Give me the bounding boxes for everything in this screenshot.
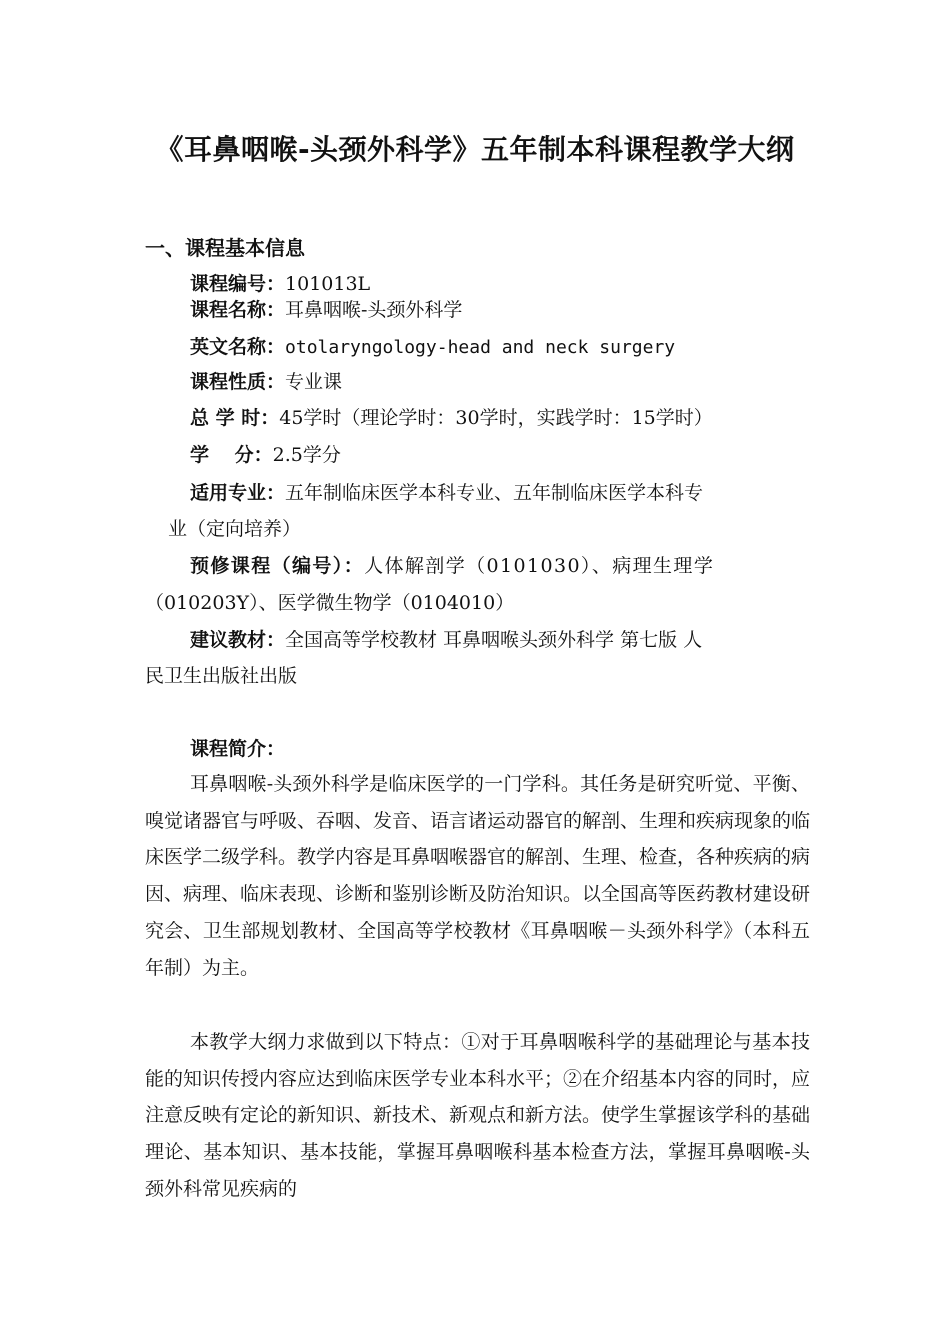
textbook-row	[190, 626, 702, 654]
course-name-label: 课程名称：	[190, 299, 286, 321]
textbook-value: 全国高等学校教材 耳鼻咽喉头颈外科学 第七版 人	[285, 629, 703, 651]
course-code-value: 101013L	[285, 273, 371, 295]
english-name-row	[190, 333, 675, 362]
total-hours-label: 总 学 时：	[190, 407, 280, 429]
prerequisite-value: 人体解剖学（0101030）、病理生理学	[364, 555, 715, 577]
intro-paragraph-2: 本教学大纲力求做到以下特点：①对于耳鼻咽喉科学的基础理论与基本技能的知识传授内容应达到临床医学专业本科水平；②在介绍基本内容的同时，应注意反映有定论的新知识、新技术、新观点和新方法。使学生掌握该学科的基础理论、基本知识、基本技能，掌握耳鼻咽喉科基本检查方法，掌握耳鼻咽喉-头颈外科常见疾病的	[145, 1031, 811, 1200]
total-hours-row	[190, 404, 713, 432]
course-name-value: 耳鼻咽喉-头颈外科学	[285, 299, 463, 321]
course-nature-value: 专业课	[285, 371, 343, 393]
textbook-continuation: 民卫生出版社出版	[145, 665, 298, 687]
prerequisite-label: 预修课程（编号）：	[190, 555, 365, 577]
credit-value: 2.5学分	[272, 444, 341, 466]
prerequisite-row	[190, 552, 714, 580]
applicable-major-label: 适用专业：	[190, 482, 286, 504]
course-code-row	[190, 270, 370, 298]
applicable-major-value: 五年制临床医学本科专业、五年制临床医学本科专	[285, 482, 704, 504]
english-name-value: otolaryngology-head and neck surgery	[285, 337, 676, 358]
course-name-row	[190, 296, 462, 324]
document-title: 《耳鼻咽喉-头颈外科学》五年制本科课程教学大纲	[155, 133, 795, 166]
credit-label: 学 分：	[190, 444, 273, 466]
section-heading-basic-info: 一、课程基本信息	[145, 236, 305, 260]
applicable-major-row	[190, 479, 703, 507]
intro-paragraph-1: 耳鼻咽喉-头颈外科学是临床医学的一门学科。其任务是研究听觉、平衡、嗅觉诸器官与呼吸、吞咽、发音、语言诸运动器官的解剖、生理和疾病现象的临床医学二级学科。教学内容是耳鼻咽喉器官的解剖、生理、检查，各种疾病的病因、病理、临床表现、诊断和鉴别诊断及防治知识。以全国高等医药教材建设研究会、卫生部规划教材、全国高等学校教材《耳鼻咽喉－头颈外科学》（本科五年制）为主。	[145, 773, 811, 979]
course-nature-label: 课程性质：	[190, 371, 286, 393]
credit-row	[190, 441, 341, 469]
intro-heading: 课程简介：	[190, 738, 286, 760]
textbook-label: 建议教材：	[190, 629, 286, 651]
total-hours-value: 45学时（理论学时：30学时，实践学时：15学时）	[279, 407, 713, 429]
applicable-major-continuation: 业（定向培养）	[168, 518, 302, 540]
english-name-label: 英文名称：	[190, 336, 286, 358]
course-code-label: 课程编号：	[190, 273, 286, 295]
prerequisite-continuation: （010203Y）、医学微生物学（0104010）	[145, 592, 515, 614]
course-nature-row	[190, 368, 342, 396]
